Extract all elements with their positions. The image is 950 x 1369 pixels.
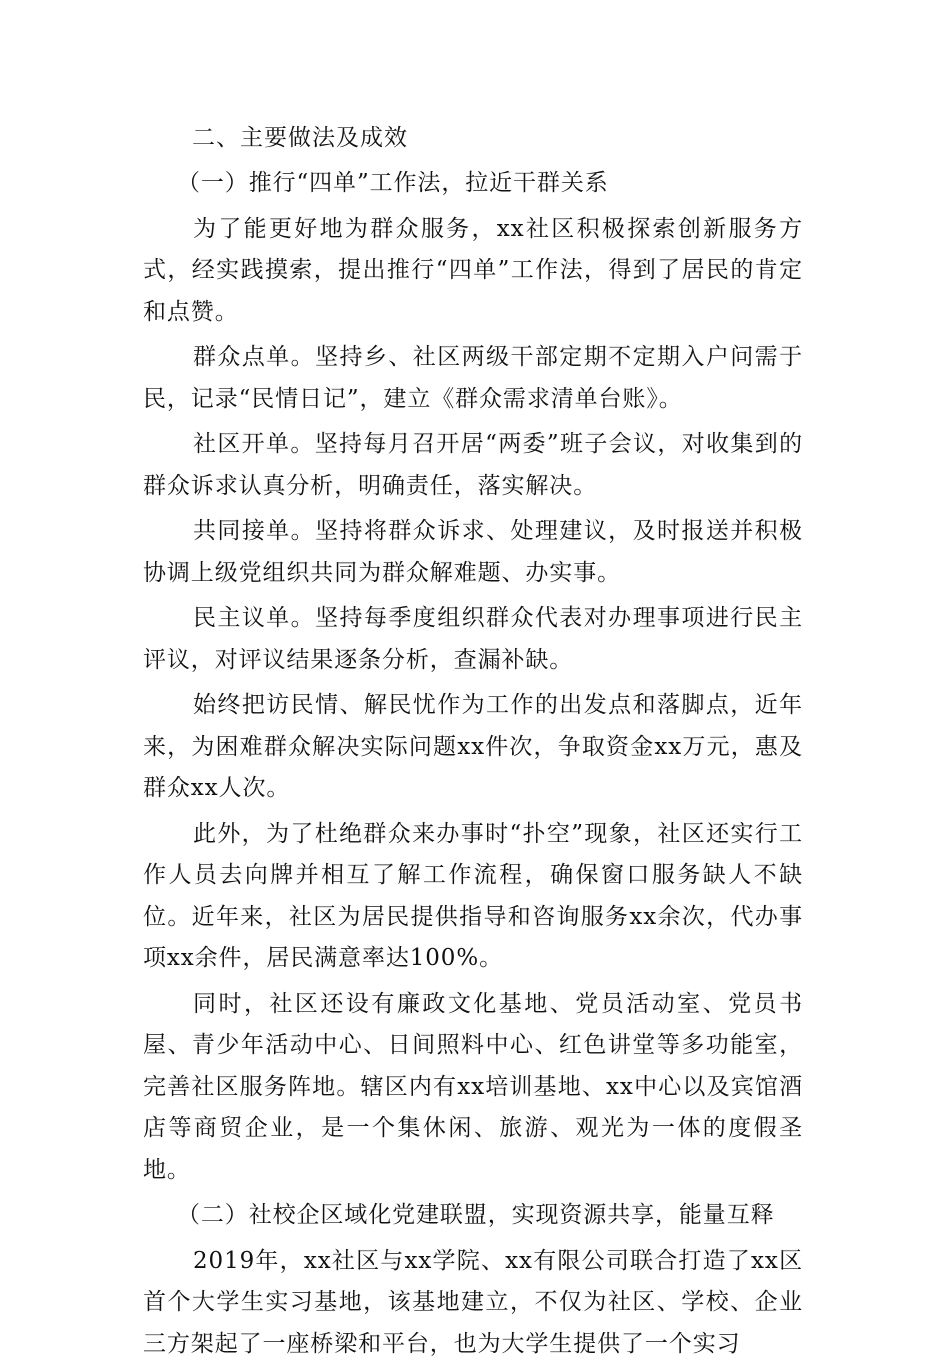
subsection-title-2: （二）社校企区域化党建联盟，实现资源共享，能量互释 bbox=[177, 1202, 775, 1228]
paragraph-gongtong-jiedan: 共同接单。坚持将群众诉求、处理建议，及时报送并积极协调上级党组织共同为群众解难题、办实事。 bbox=[143, 518, 803, 586]
paragraph-internship-base: 2019年，xx社区与xx学院、xx有限公司联合打造了xx区首个大学生实习基地，该基地建立，不仅为社区、学校、企业三方架起了一座桥梁和平台，也为大学生提供了一个实习 bbox=[143, 1247, 803, 1357]
document-page bbox=[143, 114, 803, 1369]
paragraph-minzhu-yidan: 民主议单。坚持每季度组织群众代表对办理事项进行民主评议，对评议结果逐条分析，查漏补缺。 bbox=[143, 605, 803, 673]
paragraph-qunzhong-diandan: 群众点单。坚持乡、社区两级干部定期不定期入户问需于民，记录“民情日记”，建立《群众需求清单台账》。 bbox=[143, 344, 803, 412]
paragraph-results: 始终把访民情、解民忧作为工作的出发点和落脚点，近年来，为困难群众解决实际问题xx件次，争取资金xx万元，惠及群众xx人次。 bbox=[143, 692, 803, 801]
paragraph-window-service: 此外，为了杜绝群众来办事时“扑空”现象，社区还实行工作人员去向牌并相互了解工作流程，确保窗口服务缺人不缺位。近年来，社区为居民提供指导和咨询服务xx余次，代办事项xx余件，居民满意率达100%。 bbox=[143, 820, 803, 971]
paragraph-intro: 为了能更好地为群众服务，xx社区积极探索创新服务方式，经实践摸索，提出推行“四单”工作法，得到了居民的肯定和点赞。 bbox=[143, 215, 803, 325]
subsection-title-1: （一）推行“四单”工作法，拉近干群关系 bbox=[177, 170, 609, 196]
section-title: 二、主要做法及成效 bbox=[192, 125, 408, 151]
paragraph-facilities: 同时，社区还设有廉政文化基地、党员活动室、党员书屋、青少年活动中心、日间照料中心、红色讲堂等多功能室，完善社区服务阵地。辖区内有xx培训基地、xx中心以及宾馆酒店等商贸企业，是一个集休闲、旅游、观光为一体的度假圣地。 bbox=[143, 990, 803, 1183]
paragraph-shequ-kaidan: 社区开单。坚持每月召开居“两委”班子会议，对收集到的群众诉求认真分析，明确责任，落实解决。 bbox=[143, 431, 803, 499]
